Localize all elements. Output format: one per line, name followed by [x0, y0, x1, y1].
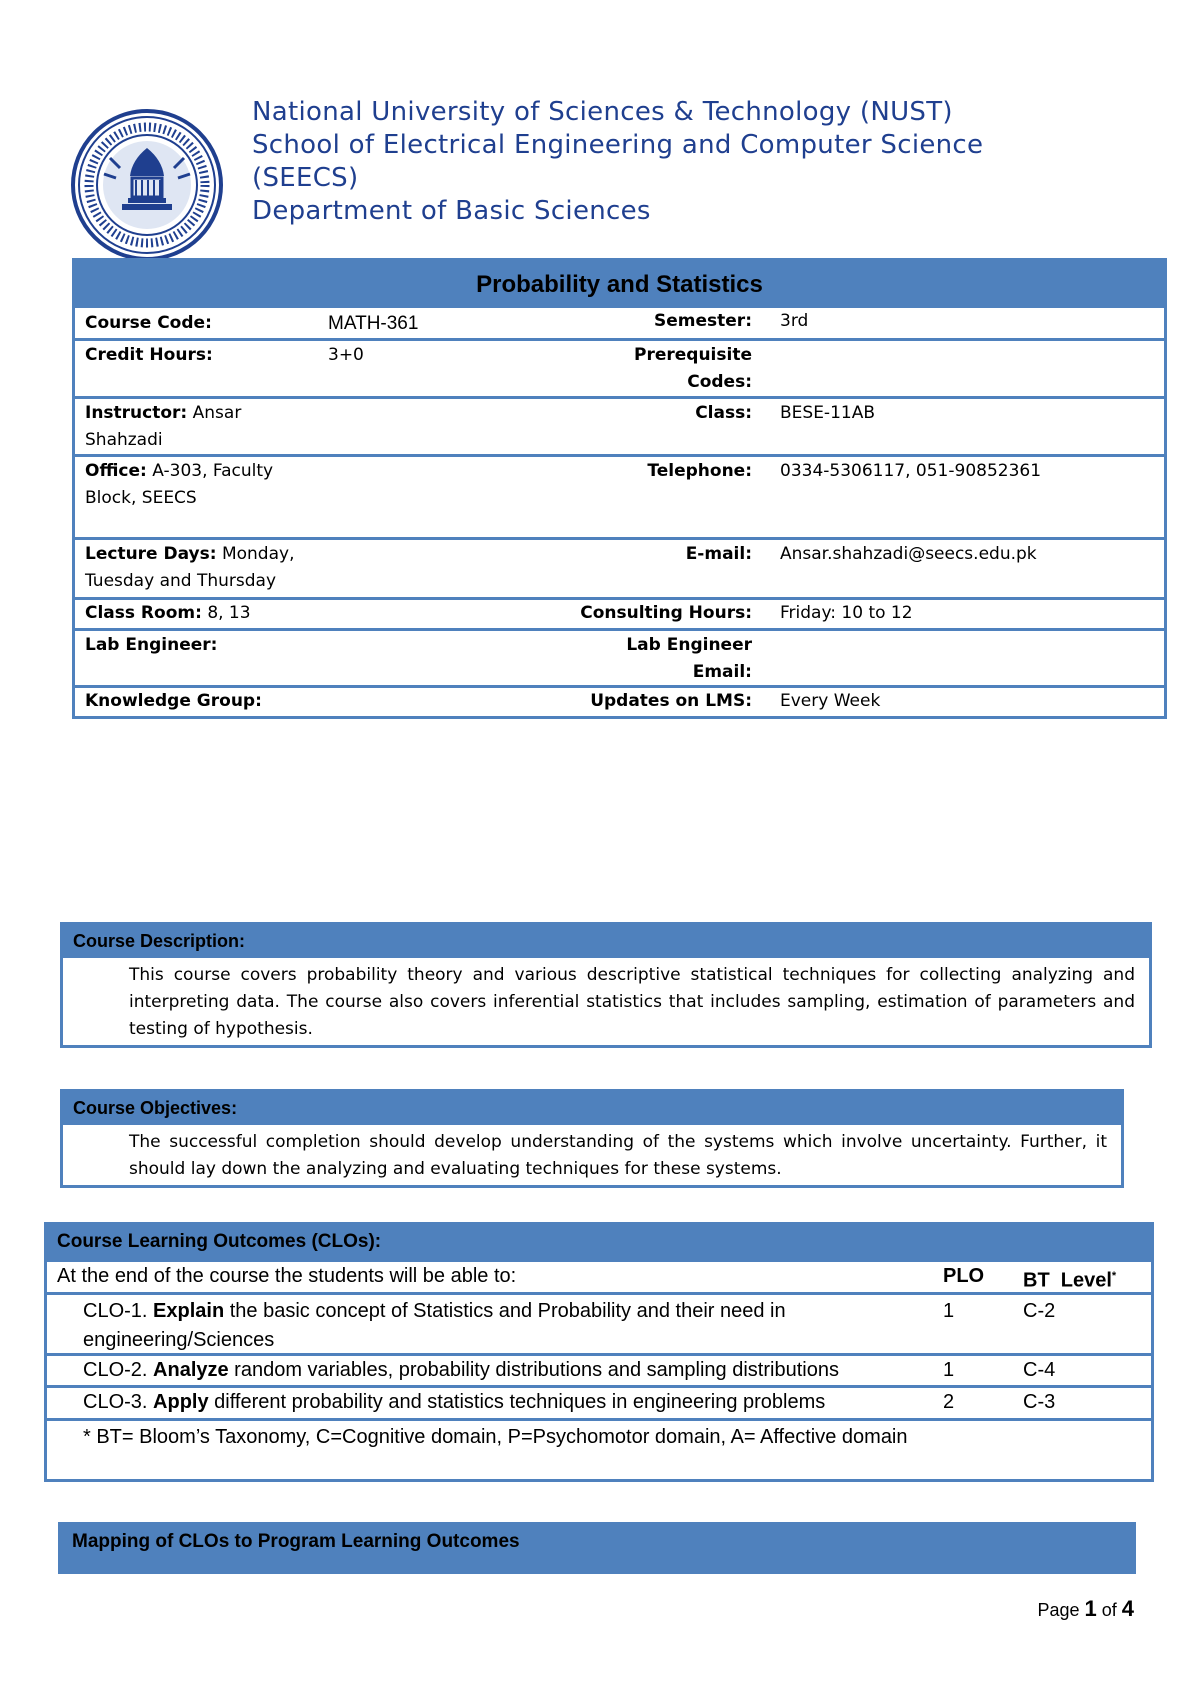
- course-code-value: MATH-361: [328, 313, 419, 334]
- knowledge-group-label: Knowledge Group:: [85, 691, 262, 711]
- credit-hours-value: 3+0: [328, 345, 364, 365]
- clo-row-1: [47, 1292, 1151, 1353]
- bt-level-footnote-marker: *: [1111, 1270, 1117, 1282]
- clo-row-2: [47, 1353, 1151, 1385]
- lecture-days-value-2: Tuesday and Thursday: [85, 571, 277, 591]
- plo-column-header: PLO: [943, 1265, 985, 1287]
- course-description-text: This course covers probability theory and various descriptive statistical techniques for collecting analyzing and interpreting data. The course also covers inferential statistics that includes sampling, estimation of parameters and testing of hypothesis.: [129, 965, 1135, 1039]
- semester-label: Semester:: [654, 311, 752, 331]
- updates-lms-label: Updates on LMS:: [590, 691, 752, 711]
- clo-intro: At the end of the course the students will be able to:: [57, 1265, 517, 1287]
- clo-1-plo: 1: [943, 1300, 955, 1322]
- course-description-section: [60, 922, 1152, 1048]
- page-current: 1: [1084, 1596, 1097, 1621]
- clo-3-plo: 2: [943, 1391, 955, 1413]
- lecture-days-value-1: Monday,: [221, 544, 295, 564]
- school-abbreviation: (SEECS): [252, 163, 359, 193]
- info-row-lab: [75, 628, 1164, 685]
- class-room-cell: [85, 600, 295, 627]
- office-cell: [85, 458, 295, 512]
- clo-2-verb: Analyze: [153, 1359, 229, 1381]
- clo-2-description: random variables, probability distributions and sampling distributions: [228, 1359, 839, 1381]
- email-label: E-mail:: [685, 544, 752, 564]
- instructor-label: Instructor:: [85, 403, 188, 423]
- class-label: Class:: [695, 403, 752, 423]
- clo-2-plo: 1: [943, 1359, 955, 1381]
- clo-2-bt: C-4: [1023, 1359, 1056, 1381]
- clo-1-id: CLO-1.: [83, 1300, 148, 1322]
- info-row-code: [75, 305, 1164, 338]
- clo-plo-mapping-heading: Mapping of CLOs to Program Learning Outcomes: [58, 1522, 1136, 1574]
- clo-1-description: the basic concept of Statistics and Probability and their need in engineering/Sciences: [83, 1300, 786, 1351]
- bt-level-column-header: [1023, 1262, 1116, 1296]
- office-value-1: A-303, Faculty: [152, 461, 274, 481]
- prerequisite-label-line1: Prerequisite: [634, 345, 752, 365]
- email-value[interactable]: Ansar.shahzadi@seecs.edu.pk: [780, 544, 1037, 564]
- page-total: 4: [1121, 1596, 1134, 1621]
- clo-1-bt: C-2: [1023, 1300, 1056, 1322]
- clo-3-text: [83, 1388, 963, 1417]
- lab-engineer-email-label: [552, 632, 752, 686]
- semester-value: 3rd: [780, 311, 809, 331]
- clo-2-text: [83, 1356, 963, 1385]
- office-label: Office:: [85, 461, 147, 481]
- clo-table: [44, 1222, 1154, 1482]
- bt-level-header-text: BT Level: [1023, 1269, 1112, 1292]
- clo-row-3: [47, 1385, 1151, 1418]
- course-description-heading: Course Description:: [63, 925, 1149, 958]
- credit-hours-label: Credit Hours:: [85, 345, 213, 365]
- updates-lms-value: Every Week: [780, 691, 881, 711]
- prerequisite-label-line2: Codes:: [687, 372, 752, 392]
- clo-2-id: CLO-2.: [83, 1359, 148, 1381]
- class-room-value: 8, 13: [207, 603, 251, 623]
- course-objectives-section: [60, 1089, 1124, 1188]
- clo-3-bt: C-3: [1023, 1391, 1056, 1413]
- instructor-name-2: Shahzadi: [85, 430, 163, 450]
- clo-3-id: CLO-3.: [83, 1391, 148, 1413]
- lecture-days-cell: [85, 541, 325, 595]
- clo-header-row: [47, 1259, 1151, 1292]
- institution-header: [252, 96, 1152, 228]
- info-row-instructor: [75, 396, 1164, 454]
- info-row-knowledge: [75, 685, 1164, 716]
- consulting-hours-label: Consulting Hours:: [580, 603, 752, 623]
- telephone-value: 0334-5306117, 051-90852361: [780, 461, 1042, 481]
- course-code-label: Course Code:: [85, 313, 212, 333]
- clo-heading: Course Learning Outcomes (CLOs):: [47, 1225, 1151, 1259]
- telephone-label: Telephone:: [647, 461, 752, 481]
- clo-1-verb: Explain: [153, 1300, 225, 1322]
- university-name: National University of Sciences & Technology (NUST): [252, 97, 953, 127]
- page-of: of: [1096, 1600, 1122, 1620]
- info-row-office: [75, 454, 1164, 537]
- info-row-room: [75, 597, 1164, 628]
- clo-3-verb: Apply: [153, 1391, 209, 1413]
- university-seal-logo: [70, 108, 224, 262]
- lab-engineer-email-label-line1: Lab Engineer: [626, 635, 752, 655]
- clo-1-text: [83, 1297, 963, 1355]
- class-value: BESE-11AB: [780, 403, 875, 423]
- bt-footnote: * BT= Bloom’s Taxonomy, C=Cognitive domain, P=Psychomotor domain, A= Affective domain: [83, 1426, 908, 1448]
- lecture-days-label: Lecture Days:: [85, 544, 217, 564]
- clo-3-description: different probability and statistics techniques in engineering problems: [208, 1391, 826, 1413]
- school-name: School of Electrical Engineering and Computer Science: [252, 130, 984, 160]
- page-prefix: Page: [1037, 1600, 1085, 1620]
- prerequisite-label: [552, 342, 752, 396]
- course-objectives-heading: Course Objectives:: [63, 1092, 1121, 1125]
- info-row-credit: [75, 338, 1164, 396]
- info-row-lecture: [75, 537, 1164, 597]
- course-info-table: [72, 258, 1167, 719]
- consulting-hours-value: Friday: 10 to 12: [780, 603, 913, 623]
- office-value-2: Block, SEECS: [85, 488, 197, 508]
- course-title: Probability and Statistics: [75, 261, 1164, 305]
- lab-engineer-email-label-line2: Email:: [692, 662, 752, 682]
- class-room-label: Class Room:: [85, 603, 202, 623]
- course-objectives-text: The successful completion should develop understanding of the systems which involve uncertainty. Further, it should lay down the analyzing and evaluating techniques for these systems.: [129, 1132, 1107, 1179]
- instructor-name-1: Ansar: [192, 403, 242, 423]
- department-name: Department of Basic Sciences: [252, 196, 651, 226]
- clo-footnote-row: [47, 1418, 1151, 1479]
- instructor-cell: [85, 400, 295, 454]
- lab-engineer-label: Lab Engineer:: [85, 635, 218, 655]
- page-number: [1037, 1596, 1134, 1622]
